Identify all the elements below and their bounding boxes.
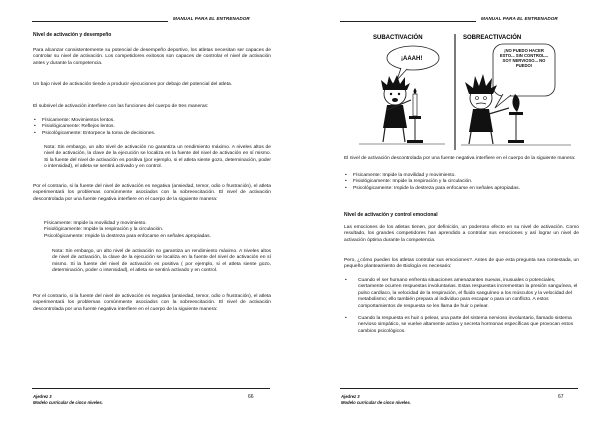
under-activation-panel [359, 46, 445, 144]
bullet-list [344, 278, 579, 335]
bubble-text-right: ¡NO PUEDO HACER ESTO... SIN CONTROL... SOY NERVIOSO... NO PUEDO! [499, 48, 549, 68]
list-item: • Psicológicamente: Impide la destreza para enfocarse en señales apropiadas. [344, 186, 579, 192]
footer-rule [340, 388, 578, 389]
footer-line1: Ajedrez 3 [33, 394, 52, 399]
list-item: • Cuando la respuesta es huir o pelear, una parte del sistema nervioso involuntario, llamado sistema nervioso simpático, se vuelve altamente activa y secreta hormonas específicas que provocan estos cambios psicológicos. [344, 316, 579, 335]
section-heading: Nivel de activación y desempeño [33, 32, 112, 38]
list-item: Psicológicamente: Impide la destreza para enfocarse en señales apropiadas. [44, 233, 211, 239]
list-item: • Físicamente: Impide la movilidad y movimiento. [344, 173, 579, 179]
list-item: Físicamente: Impide la movilidad y movimiento. [44, 221, 147, 226]
footer-line1: Ajedrez 3 [341, 394, 360, 399]
list-item: • Psicológicamente: Entorpece la toma de decisiones. [33, 131, 271, 137]
over-activation-panel [461, 44, 571, 145]
indented-list [44, 221, 211, 240]
section-heading: Nivel de activación y control emocional [344, 212, 438, 218]
paragraph: Un bajo nivel de activación tiende a producir ejecuciones por debajo del potencial del atleta. [33, 82, 233, 87]
list-item: • Fisiológicamente: Impide la respiración y la circulación. [344, 179, 579, 185]
page-number: 66 [248, 394, 254, 400]
header-rule [32, 21, 168, 22]
paragraph: Las emociones de los atletas tienen, por definición, un poderoso efecto en su nivel de activación. Como resultado, los grandes competidores han aprendido a controlar sus emociones y así lograr un nivel de activación óptima durante la competencia. [344, 225, 579, 243]
paragraph: Para alcanzar consistentemente su potencial de desempeño deportivo, los atletas necesitan ser capaces de controlar su nivel de activación. Los competidores exitosos son capaces de controlar el nivel de activación antes y durante la competencia. [33, 48, 271, 66]
note-paragraph: Nota: Sin embargo, un alto nivel de activación no garantiza un rendimiento máximo. A niveles altos de nivel de activación, la clave de la ejecución se localiza en la fuente del nivel de activación en sí mismo. Si la fuente del nivel de activación es positiva ( por ejemplo, si el atleta siente gozo, determinación, poder o intensidad), el atleta se sentirá activado y en control. [52, 249, 271, 274]
list-item: • Fisiológicamente: Reflejos lentos. [33, 124, 271, 130]
paragraph: El subnivel de activación interfiere con las funciones del cuerpo de tres maneras: [33, 104, 209, 109]
paragraph: Pero, ¿cómo pueden los atletas controlar sus emociones?. Antes de que esta pregunta sea contestada, un pequeño planteamiento de Biología es necesario: [344, 258, 579, 270]
note-paragraph: Nota: Sin embargo, un alto nivel de activación no garantiza un rendimiento máximo. A niveles altos de nivel de activación, la clave de la ejecución se localiza en la fuente del nivel de activación en sí mismo. Si la fuente del nivel de activación es positiva (por ejemplo, si el atleta siente gozo, determinación, poder o intensidad), el atleta se sentirá activado y en control. [44, 145, 271, 170]
paragraph: El nivel de activación descontrolada por una fuente negativa interfiere en el cuerpo de la siguiente manera: [344, 156, 576, 161]
list-item: • Cuando el ser humano enfrenta situaciones amenazantes nuevas, inusuales o potenciales, ciertamente ocurren respuestas involuntarias. Estas respuestas incrementan la presión sanguínea, el pulso cardíaco, la velocidad de la respiración, el fluido sanguíneo a los músculos y la velocidad del metabolismo; ello también prepara al individuo para escapar o para un conflicto. A estos comportamientos de respuesta se les llama de huir o pelear. [344, 278, 579, 310]
footer-rule [32, 388, 270, 389]
list-item: • Físicamente: Movimientos lentos. [33, 118, 271, 124]
header-rule [340, 21, 476, 22]
list-item: Fisiológicamente: Impide la respiración y la circulación. [44, 227, 164, 233]
activation-cartoon [345, 28, 580, 153]
paragraph: Por el contrario, si la fuente del nivel de activación es negativa (ansiedad, temor, odio o frustración), el atleta experimentará los problemas comúnmente asociados con la sobreexcitación. El nivel de activación descontrolada por una fuente negativa interfiere en el cuerpo de la siguiente manera: [33, 184, 271, 202]
bullet-list [344, 173, 579, 192]
cartoon-label-left: SUBACTIVACIÓN [373, 35, 423, 41]
bubble-text-left: ¡AAAH! [401, 56, 423, 62]
footer-line2: Modelo curricular de cinco niveles. [341, 400, 411, 405]
header-title: MANUAL PARA EL ENTRENADOR [173, 16, 250, 21]
cartoon-label-right: SOBREACTIVACIÓN [463, 35, 522, 41]
paragraph: Por el contrario, si la fuente del nivel de activación es negativa (ansiedad, temor, odio o frustración), el atleta experimentará los problemas comúnmente asociados con la sobreexcitación. El nivel de activación descontrolada por una fuente negativa interfiere en el cuerpo de la siguiente manera: [33, 294, 271, 312]
header-title: MANUAL PARA EL ENTRENADOR [481, 16, 558, 21]
right-page [300, 0, 600, 424]
bullet-list [33, 118, 271, 137]
footer-line2: Modelo curricular de cinco niveles. [33, 400, 103, 405]
page-number: 67 [558, 394, 564, 400]
